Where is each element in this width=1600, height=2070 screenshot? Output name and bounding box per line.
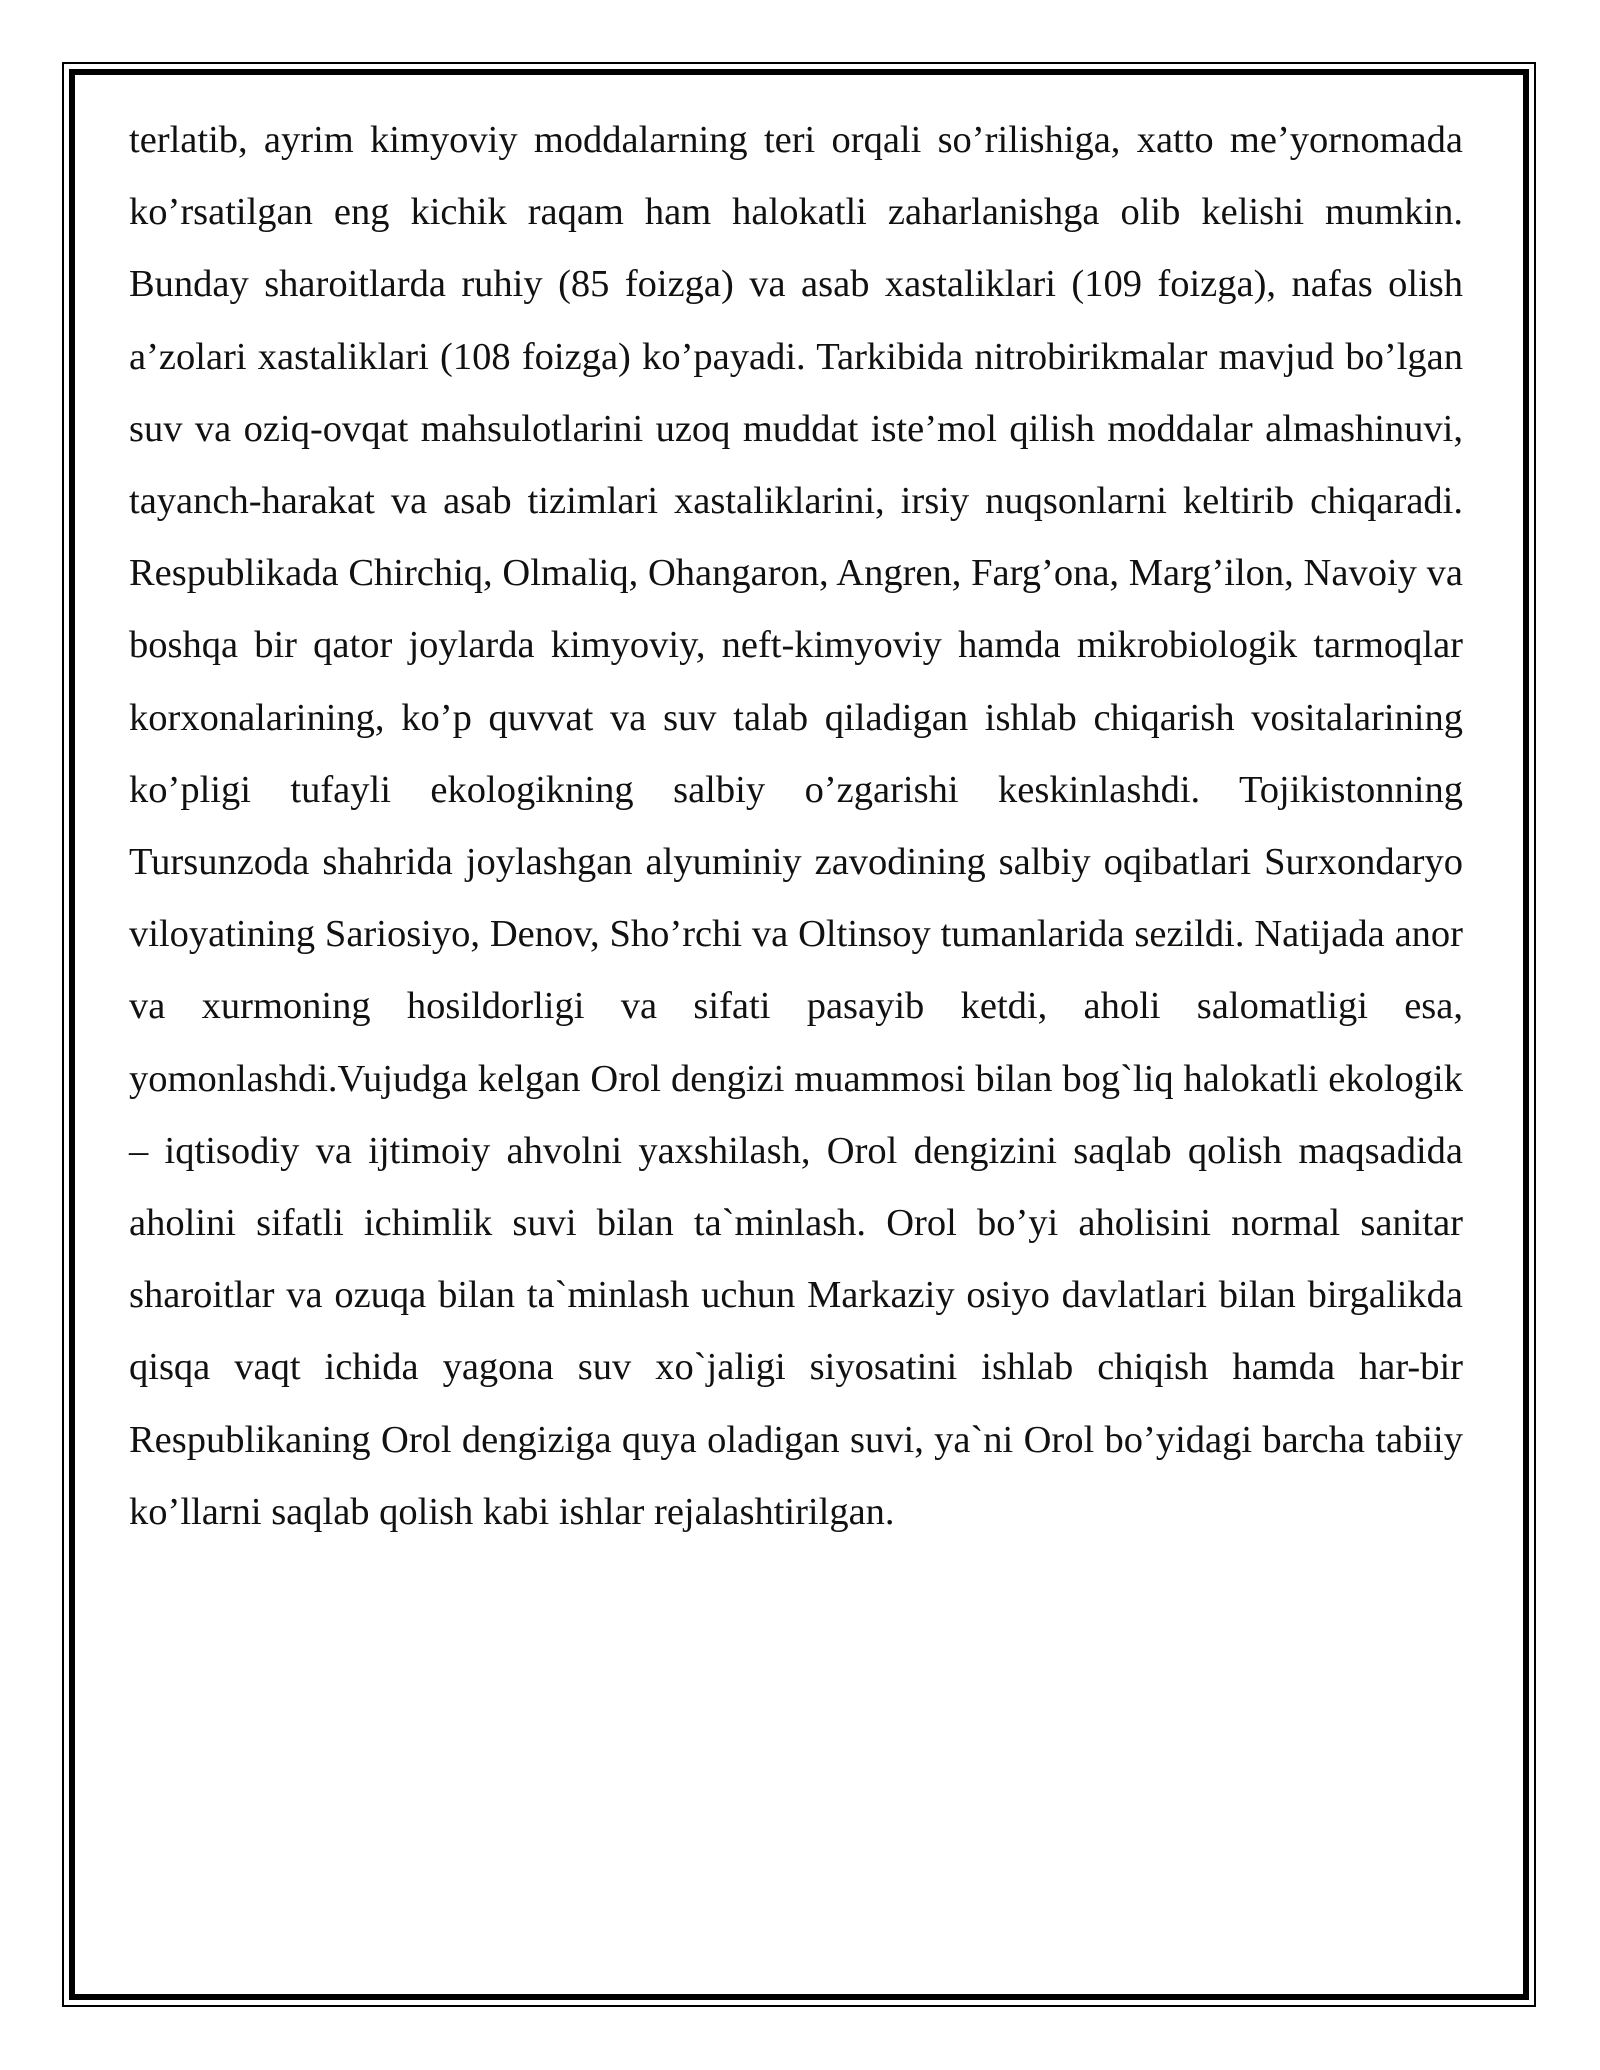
document-body-paragraph: terlatib, ayrim kimyoviy moddalarning teri orqali so’rilishiga, xatto me’yornomada ko’rsatilgan eng kichik raqam ham halokatli zaharlanishga olib kelishi mumkin. Bunday sharoitlarda ruhiy (85 foizga) va asab xastaliklari (109 foizga), nafas olish a’zolari xastaliklari (108 foizga) ko’payadi. Tarkibida nitrobirikmalar mavjud bo’lgan suv va oziq-ovqat mahsulotlarini uzoq muddat iste’mol qilish moddalar almashinuvi, tayanch-harakat va asab tizimlari xastaliklarini, irsiy nuqsonlarni keltirib chiqaradi. Respublikada Chirchiq, Olmaliq, Ohangaron, Angren, Farg’ona, Marg’ilon, Navoiy va boshqa bir qator joylarda kimyoviy, neft-kimyoviy hamda mikrobiologik tarmoqlar korxonalarining, ko’p quvvat va suv talab qiladigan ishlab chiqarish vositalarining ko’pligi tufayli ekologikning salbiy o’zgarishi keskinlashdi. Tojikistonning Tursunzoda shahrida joylashgan alyuminiy zavodining salbiy oqibatlari Surxondaryo viloyatining Sariosiyo, Denov, Sho’rchi va Oltinsoy tumanlarida sezildi. Natijada anor va xurmoning hosildorligi va sifati pasayib ketdi, aholi salomatligi esa, yomonlashdi.Vujudga kelgan Orol dengizi muammosi bilan bog`liq halokatli ekologik – iqtisodiy va ijtimoiy ahvolni yaxshilash, Orol dengizini saqlab qolish maqsadida aholini sifatli ichimlik suvi bilan ta`minlash. Orol bo’yi aholisini normal sanitar sharoitlar va ozuqa bilan ta`minlash uchun Markaziy osiyo davlatlari bilan birgalikda qisqa vaqt ichida yagona suv xo`jaligi siyosatini ishlab chiqish hamda har-bir Respublikaning Orol dengiziga quya oladigan suvi, ya`ni Orol bo’yidagi barcha tabiiy ko’llarni saqlab qolish kabi ishlar rejalashtirilgan. bbox=[129, 119, 1463, 1533]
